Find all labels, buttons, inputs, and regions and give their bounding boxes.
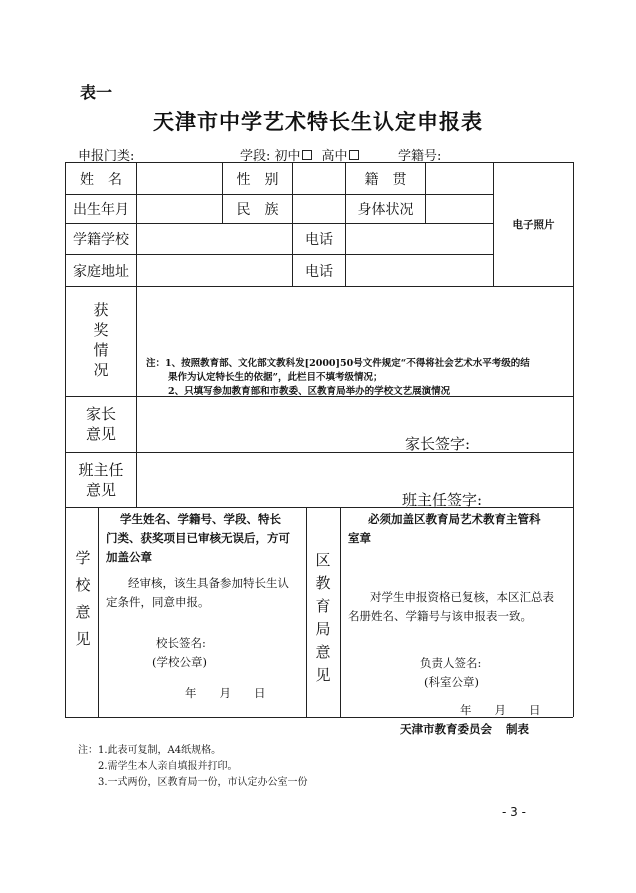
awards-label-char: 奖: [93, 321, 109, 339]
school-text-l2: 定条件，同意申报。: [106, 595, 210, 609]
parent-label: [66, 404, 136, 444]
row-line-7: [65, 507, 573, 508]
footer-note-3: 3.一式两份，区教育局一份，市认定办公室一份: [98, 777, 308, 788]
awards-note-1a: 注：1、按照教育部、文化部文教科发[2000]50号文件规定“不得将社会艺术水平考级的结: [146, 358, 530, 369]
birth-input[interactable]: [137, 195, 222, 223]
district-responsible-sign: 负责人签名:: [420, 656, 482, 670]
school-opinion-label: [72, 545, 94, 653]
awards-input[interactable]: [137, 287, 573, 355]
district-label-char: 局: [315, 620, 331, 638]
col-line-school-label: [98, 507, 99, 717]
maker-line: [400, 721, 529, 737]
native-input[interactable]: [426, 163, 493, 194]
ethnic-label: 民 族: [236, 202, 279, 218]
name-label: 姓 名: [80, 171, 122, 188]
health-label: 身体状况: [357, 202, 414, 218]
school-text-l1: 经审核，该生具备参加特长生认: [128, 576, 289, 590]
school-bold-l2: 门类、获奖项目已审核无误后，方可: [106, 531, 290, 545]
gender-input[interactable]: [293, 163, 345, 194]
teacher-opinion-input[interactable]: [137, 453, 573, 507]
school-bold-l3: 加盖公章: [106, 550, 152, 564]
awards-note-2: 2、只填写参加教育部和市教委、区教育局举办的学校文艺展演情况: [168, 386, 451, 397]
page-title: 天津市中学艺术特长生认定申报表: [153, 109, 483, 134]
awards-label-char: 情: [93, 341, 109, 359]
school-label-char: 校: [75, 576, 91, 594]
school-label: 学籍学校: [73, 232, 129, 248]
address-label: 家庭地址: [73, 263, 129, 280]
awards-note: [146, 357, 571, 399]
school-input[interactable]: [137, 224, 292, 254]
district-opinion-instructions: [348, 510, 570, 548]
district-label-char: 区: [315, 551, 331, 569]
school-seal: (学校公章): [152, 655, 207, 669]
gender-label: 性 别: [236, 171, 279, 188]
teacher-label: [66, 460, 136, 500]
birth-label: 出生年月: [73, 202, 129, 218]
school-opinion-instructions: [106, 510, 304, 567]
health-input[interactable]: [426, 195, 493, 223]
phone-input[interactable]: [346, 224, 493, 254]
name-input[interactable]: [137, 163, 222, 194]
school-label-char: 意: [75, 603, 91, 621]
district-sign-block: [420, 654, 481, 692]
parent-label-l2: 意见: [85, 425, 116, 443]
col-line-middle: [306, 507, 307, 717]
awards-note-1b: 果作为认定特长生的依据”，此栏目不填考级情况；: [168, 372, 383, 383]
maker-org: 天津市教育委员会: [400, 722, 492, 736]
awards-label-char: 况: [93, 361, 109, 379]
checkbox-junior[interactable]: [302, 150, 312, 160]
district-label-char: 教: [315, 574, 331, 592]
district-opinion-label: [312, 549, 334, 687]
awards-label: [66, 300, 136, 380]
parent-label-l1: 家长: [85, 405, 116, 423]
school-bold-l1: 学生姓名、学籍号、学段、特长: [120, 512, 281, 526]
district-opinion-text: [348, 588, 570, 626]
district-seal: (科室公章): [424, 675, 479, 689]
ethnic-input[interactable]: [293, 195, 345, 223]
category-label: 申报门类:: [78, 149, 135, 164]
school-label-char: 学: [75, 549, 91, 567]
phone-label: 电话: [305, 232, 333, 248]
teacher-sign: 班主任签字:: [402, 491, 483, 509]
footer-note-2: 2.需学生本人亲自填报并打印。: [98, 761, 238, 772]
table-border-right: [573, 162, 574, 717]
teacher-label-l2: 意见: [85, 481, 116, 499]
high-label: 高中: [321, 149, 348, 164]
district-label-char: 见: [315, 666, 331, 684]
school-label-char: 见: [75, 630, 91, 648]
school-date: 年 月 日: [185, 686, 266, 700]
page-number: - 3 -: [502, 805, 526, 819]
parent-opinion-input[interactable]: [137, 397, 573, 452]
photo-box[interactable]: [494, 163, 573, 286]
district-label-char: 意: [315, 643, 331, 661]
district-bold-l2: 室章: [348, 531, 371, 545]
district-text-l1: 对学生申报资格已复核，本区汇总表: [370, 590, 554, 604]
checkbox-senior[interactable]: [349, 150, 359, 160]
native-label: 籍 贯: [364, 171, 407, 188]
phone2-label: 电话: [305, 263, 333, 280]
district-text-l2: 名册姓名、学籍号与该申报表一致。: [348, 609, 532, 623]
parent-sign: 家长签字:: [405, 435, 471, 453]
id-label: 学籍号:: [398, 149, 442, 164]
awards-label-char: 获: [93, 301, 109, 319]
maker-made: 制表: [506, 722, 529, 736]
table-label: 表一: [80, 83, 113, 102]
col-line-district-label: [340, 507, 341, 717]
district-label-char: 育: [315, 597, 331, 615]
district-date: 年 月 日: [460, 703, 541, 717]
principal-sign: 校长签名:: [156, 636, 206, 650]
phone2-input[interactable]: [346, 255, 493, 286]
address-input[interactable]: [137, 255, 292, 286]
school-sign-block: [152, 634, 207, 672]
footer-note-1: 注：1.此表可复制，A4纸规格。: [78, 745, 222, 756]
district-bold-l1: 必须加盖区教育局艺术教育主管科: [368, 512, 541, 526]
school-opinion-text: [106, 574, 304, 612]
photo-label: 电子照片: [512, 219, 555, 231]
teacher-label-l1: 班主任: [78, 461, 124, 479]
stage-label: 学段: 初中: [240, 149, 301, 164]
